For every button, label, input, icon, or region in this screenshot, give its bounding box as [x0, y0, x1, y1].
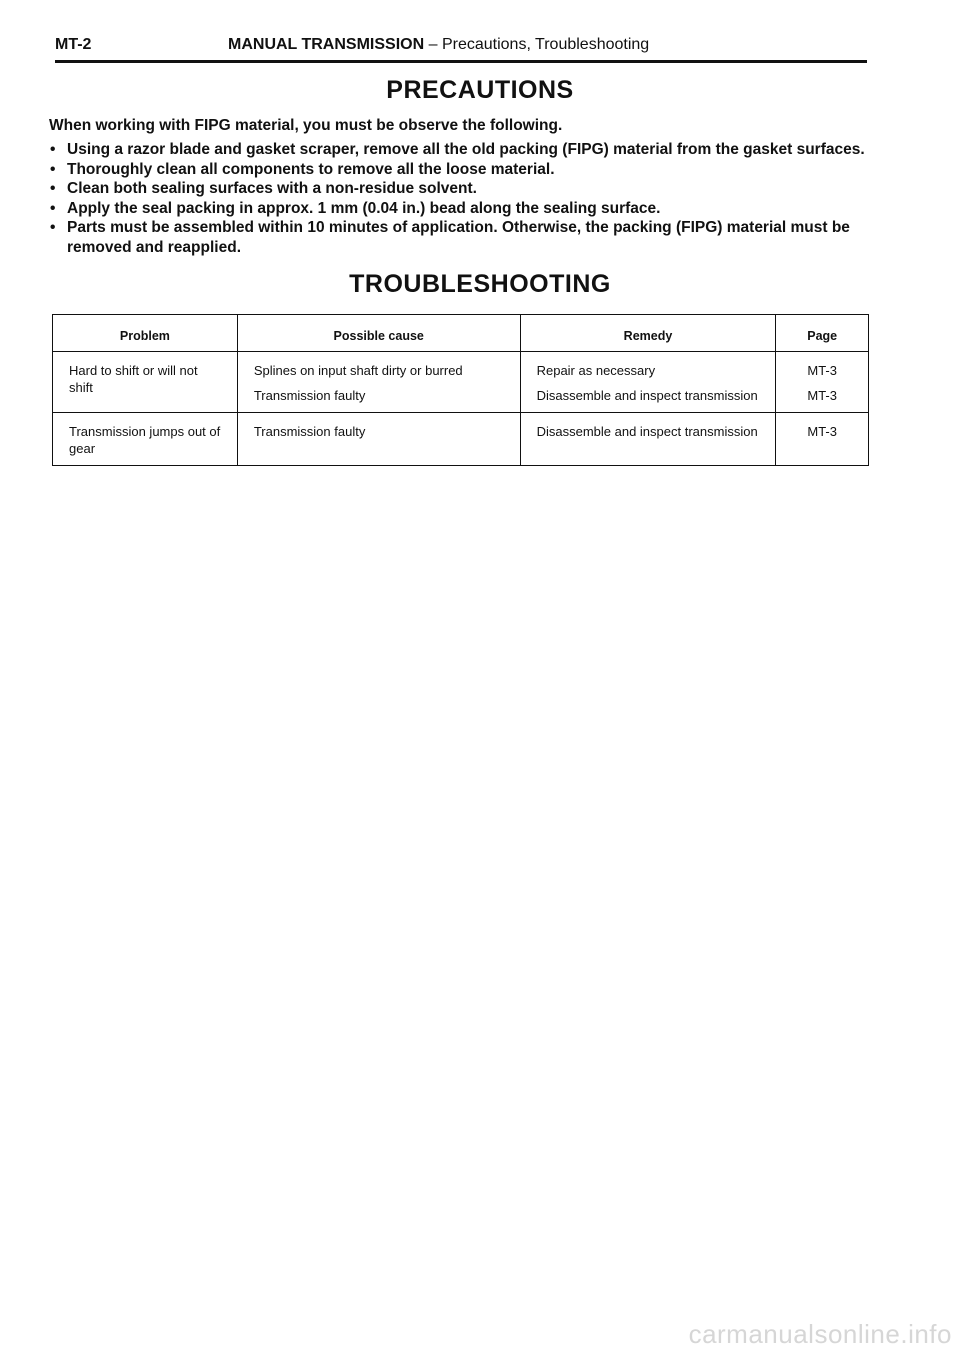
problem-cell: Transmission jumps out of gear — [53, 413, 238, 466]
watermark: carmanualsonline.info — [688, 1319, 952, 1349]
page-ref: MT-3 — [807, 424, 837, 439]
list-item: • Using a razor blade and gasket scraper, remove all the old packing (FIPG) material from the gasket surfaces. — [49, 140, 879, 160]
precautions-intro: When working with FIPG material, you must be observe the following. — [49, 117, 563, 134]
page-ref: MT-3 — [807, 363, 837, 378]
header-section: MANUAL TRANSMISSION — [228, 36, 425, 53]
table-header-row — [53, 315, 869, 352]
table-row — [53, 352, 869, 413]
cause-cell — [237, 352, 520, 413]
column-header-remedy: Remedy — [520, 315, 776, 352]
precautions-heading: PRECAUTIONS — [386, 76, 574, 104]
troubleshooting-table — [52, 314, 869, 466]
column-header-page: Page — [776, 315, 869, 352]
remedy-text: Repair as necessary — [536, 363, 656, 378]
cause-cell — [237, 413, 520, 466]
remedy-cell — [520, 352, 776, 413]
page-code: MT-2 — [55, 36, 92, 53]
problem-cell: Hard to shift or will not shift — [53, 352, 238, 413]
precautions-list — [49, 140, 879, 257]
list-item: • Thoroughly clean all components to remove all the loose material. — [49, 160, 879, 180]
header-subtitle: – Precautions, Troubleshooting — [428, 36, 650, 53]
table-row — [53, 413, 869, 466]
remedy-text: Disassemble and inspect transmission — [536, 388, 758, 403]
list-item: • Apply the seal packing in approx. 1 mm (0.04 in.) bead along the sealing surface. — [49, 199, 879, 219]
page-cell — [776, 413, 869, 466]
remedy-cell — [520, 413, 776, 466]
list-item: • Clean both sealing surfaces with a non-residue solvent. — [49, 179, 879, 199]
list-item: • Parts must be assembled within 10 minutes of application. Otherwise, the packing (FIPG) material must be removed and reapplied. — [49, 218, 879, 257]
remedy-text: Disassemble and inspect transmission — [536, 424, 758, 439]
cause-text: Splines on input shaft dirty or burred — [253, 363, 463, 378]
cause-text: Transmission faulty — [253, 388, 366, 403]
troubleshooting-heading: TROUBLESHOOTING — [349, 270, 611, 298]
page-ref: MT-3 — [807, 388, 837, 403]
page-header — [55, 34, 867, 63]
header-title — [228, 36, 649, 54]
column-header-problem: Problem — [53, 315, 238, 352]
column-header-cause: Possible cause — [237, 315, 520, 352]
page-cell — [776, 352, 869, 413]
cause-text: Transmission faulty — [253, 424, 366, 439]
